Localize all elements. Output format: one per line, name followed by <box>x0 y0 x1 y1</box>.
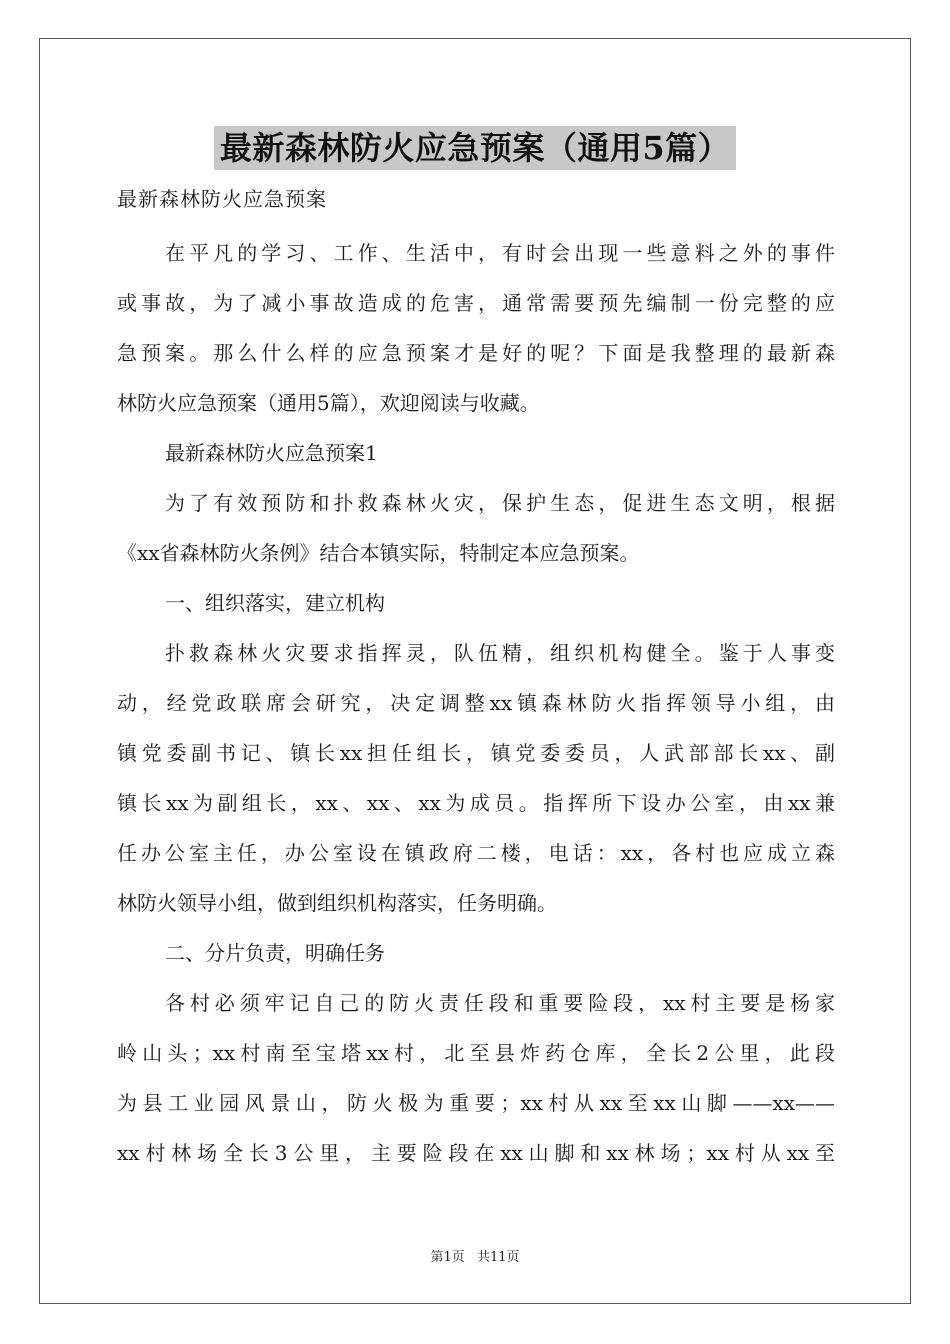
text-line: 一、组织落实，建立机构 <box>165 591 385 615</box>
text-line: 林防火领导小组，做到组织机构落实，任务明确。 <box>117 891 557 915</box>
text-line: 岭山头；xx村南至宝塔xx村，北至县炸药仓库，全长2公里，此段 <box>117 1041 835 1065</box>
text-line: 镇党委副书记、镇长xx担任组长，镇党委委员，人武部部长xx、副 <box>117 741 835 765</box>
text-line: 扑救森林火灾要求指挥灵，队伍精，组织机构健全。鉴于人事变 <box>165 641 835 665</box>
text-line: 《xx省森林防火条例》结合本镇实际，特制定本应急预案。 <box>117 541 640 565</box>
text-line: 或事故，为了减小事故造成的危害，通常需要预先编制一份完整的应 <box>117 291 835 315</box>
text-line: 为了有效预防和扑救森林火灾，保护生态，促进生态文明，根据 <box>165 491 835 515</box>
text-line: 各村必须牢记自己的防火责任段和重要险段，xx村主要是杨家 <box>165 991 835 1015</box>
page-number: 第1页 <box>430 1250 465 1265</box>
title-container <box>0 126 950 170</box>
text-line: 最新森林防火应急预案1 <box>165 441 378 465</box>
text-line: 在平凡的学习、工作、生活中，有时会出现一些意料之外的事件 <box>165 241 835 265</box>
text-line: 二、分片负责，明确任务 <box>165 941 385 965</box>
text-line: 动，经党政联席会研究，决定调整xx镇森林防火指挥领导小组，由 <box>117 691 835 715</box>
body-text <box>117 228 835 1178</box>
text-line: 镇长xx为副组长，xx、xx、xx为成员。指挥所下设办公室，由xx兼 <box>117 791 835 815</box>
text-line: 急预案。那么什么样的应急预案才是好的呢？下面是我整理的最新森 <box>117 341 835 365</box>
text-line: 林防火应急预案（通用5篇），欢迎阅读与收藏。 <box>117 391 540 415</box>
page-footer <box>0 1246 950 1265</box>
text-line: xx村林场全长3公里，主要险段在xx山脚和xx林场；xx村从xx至 <box>117 1141 835 1165</box>
page-total: 共11页 <box>476 1250 520 1265</box>
document-title: 最新森林防火应急预案（通用5篇） <box>214 126 736 170</box>
text-line: 为县工业园风景山，防火极为重要；xx村从xx至xx山脚——xx—— <box>117 1091 835 1115</box>
document-subtitle: 最新森林防火应急预案 <box>117 187 327 211</box>
text-line: 任办公室主任，办公室设在镇政府二楼，电话：xx，各村也应成立森 <box>117 841 835 865</box>
